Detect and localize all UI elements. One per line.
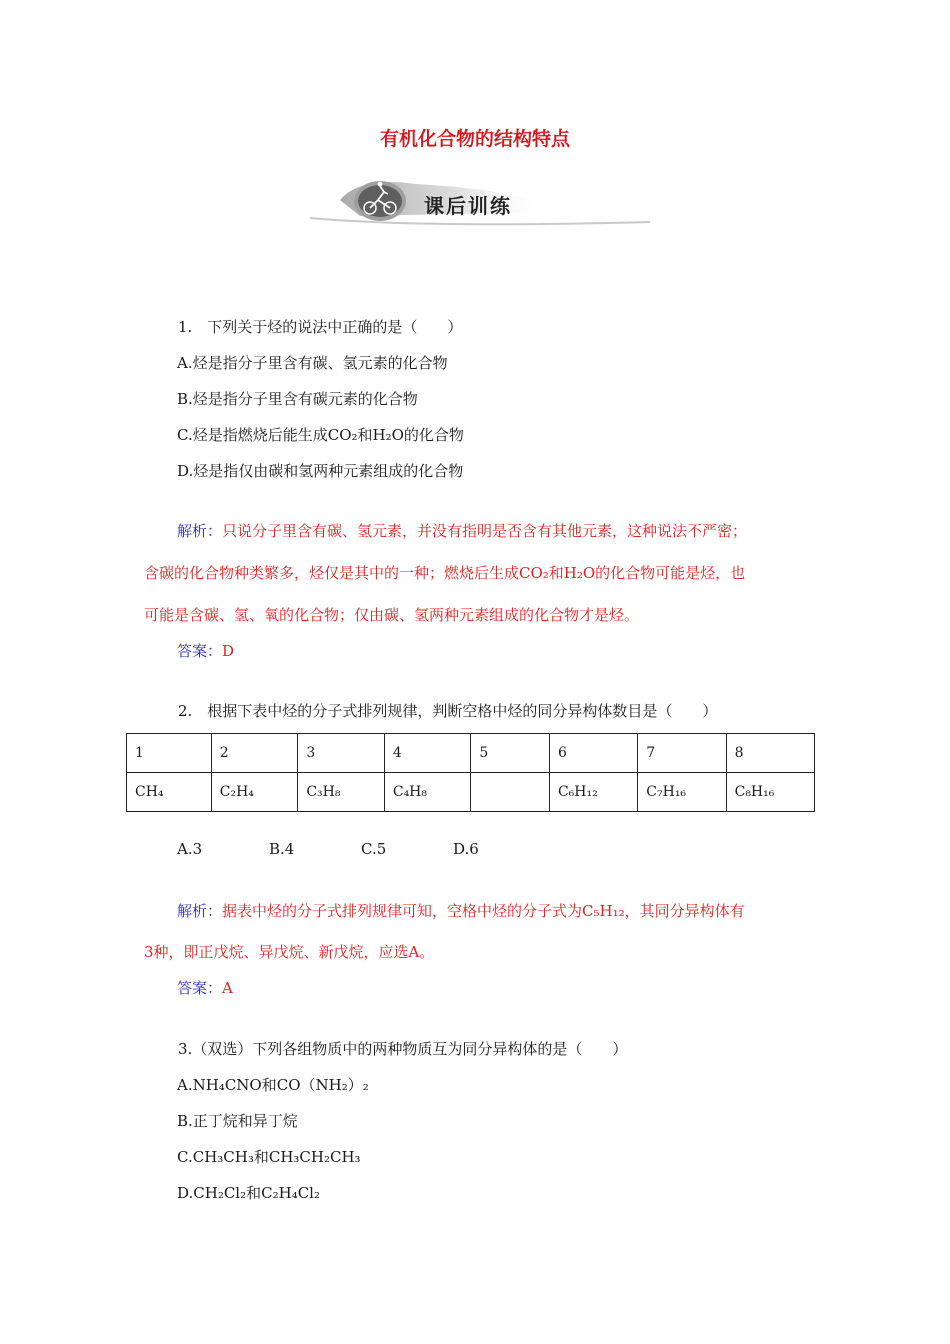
q1-analysis-text1: 只说分子里含有碳、氢元素，并没有指明是否含有其他元素，这种说法不严密；: [222, 522, 748, 540]
table-cell: 3: [298, 734, 385, 773]
table-row-formulas: [127, 773, 815, 812]
q2-analysis-line2: 3种，即正戊烷、异戊烷、新戊烷，应选A。: [144, 943, 435, 961]
table-row-numbers: [127, 734, 815, 773]
q3-stem: 3.（双选）下列各组物质中的两种物质互为同分异构体的是（ ）: [178, 1040, 628, 1058]
q1-answer-value: D: [222, 642, 235, 660]
table-cell: 4: [384, 734, 471, 773]
table-cell: 8: [726, 734, 814, 773]
q1-analysis-line3: 可能是含碳、氢、氧的化合物；仅由碳、氢两种元素组成的化合物才是烃。: [144, 606, 640, 624]
q2-option-c: C.5: [361, 840, 387, 858]
q1-option-d: D.烃是指仅由碳和氢两种元素组成的化合物: [177, 462, 464, 480]
q1-option-a: A.烃是指分子里含有碳、氢元素的化合物: [177, 354, 448, 372]
q1-analysis-line2: 含碳的化合物种类繁多，烃仅是其中的一种；燃烧后生成CO₂和H₂O的化合物可能是烃，也: [144, 564, 746, 582]
q2-answer-value: A: [222, 979, 233, 997]
formula-table: [126, 733, 815, 812]
q1-option-c: C.烃是指燃烧后能生成CO₂和H₂O的化合物: [177, 426, 464, 444]
q2-option-a: A.3: [177, 840, 203, 858]
q1-option-b: B.烃是指分子里含有碳元素的化合物: [177, 390, 418, 408]
q3-option-d: D.CH₂Cl₂和C₂H₄Cl₂: [177, 1184, 320, 1202]
table-cell: 5: [471, 734, 550, 773]
q1-answer-label: 答案：: [177, 642, 223, 660]
table-cell-blank: [471, 773, 550, 812]
q2-analysis-label: 解析：: [177, 902, 223, 920]
section-banner: [300, 170, 660, 230]
table-cell: 1: [127, 734, 212, 773]
page-title: 有机化合物的结构特点: [379, 128, 570, 150]
table-cell: C₈H₁₆: [726, 773, 814, 812]
q3-option-a: A.NH₄CNO和CO（NH₂）₂: [177, 1076, 369, 1094]
q1-analysis-label: 解析：: [177, 522, 223, 540]
table-cell: 6: [549, 734, 637, 773]
table-cell: C₇H₁₆: [638, 773, 726, 812]
q2-answer-label: 答案：: [177, 979, 223, 997]
q2-option-b: B.4: [269, 840, 295, 858]
q3-option-b: B.正丁烷和异丁烷: [177, 1112, 298, 1130]
table-cell: 7: [638, 734, 726, 773]
banner-text: 课后训练: [424, 194, 512, 218]
q2-analysis-line1: [177, 900, 745, 921]
q3-option-c: C.CH₃CH₃和CH₃CH₂CH₃: [177, 1148, 361, 1166]
table-cell: CH₄: [127, 773, 212, 812]
q1-stem: 1. 下列关于烃的说法中正确的是（ ）: [178, 318, 463, 336]
q2-answer: [177, 977, 233, 998]
q2-analysis-text1: 据表中烃的分子式排列规律可知，空格中烃的分子式为C₅H₁₂，其同分异构体有: [222, 902, 745, 920]
table-cell: C₄H₈: [384, 773, 471, 812]
table-cell: C₃H₈: [298, 773, 385, 812]
q2-stem: 2. 根据下表中烃的分子式排列规律，判断空格中烃的同分异构体数目是（ ）: [178, 702, 718, 720]
q2-option-d: D.6: [453, 840, 479, 858]
q1-analysis-line1: [177, 520, 747, 541]
table-cell: 2: [211, 734, 298, 773]
q1-answer: [177, 640, 234, 661]
table-cell: C₆H₁₂: [549, 773, 637, 812]
table-cell: C₂H₄: [211, 773, 298, 812]
